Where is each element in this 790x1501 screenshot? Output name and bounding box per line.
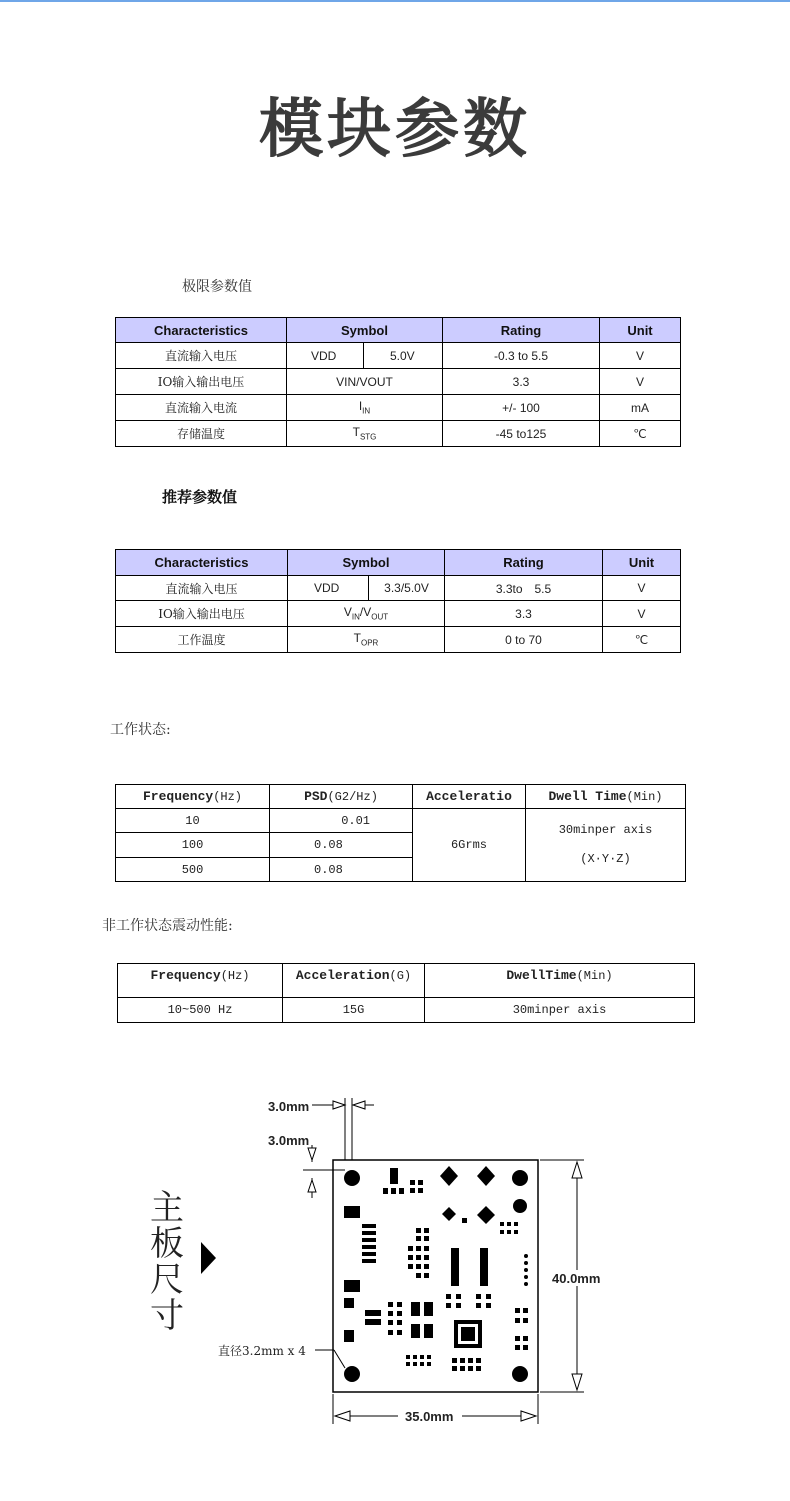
header-psd: PSD(G2/Hz) [270,785,413,809]
characteristic: 直流输入电压 [116,343,287,369]
header-dwell-time: Dwell Time(Min) [526,785,686,809]
limits-label: 极限参数值 [182,279,252,295]
hole-diameter-label: 直径3.2mm x 4 [218,1344,306,1358]
rating: -45 to125 [443,421,600,447]
pointer-arrow-icon [201,1242,216,1274]
symbol-value: 3.3/5.0V [369,576,445,601]
frequency: 100 [116,833,270,858]
header-acceleration: Acceleratio [413,785,526,809]
unit: ℃ [600,421,681,447]
header-symbol: Symbol [288,550,445,576]
header-characteristics: Characteristics [116,550,288,576]
header-rating: Rating [443,318,600,343]
board-outline [333,1160,538,1392]
symbol: $I_{IN}$ [287,395,443,421]
psd: 0.01 [270,809,413,833]
symbol-value: 5.0V [364,343,443,369]
acceleration: 15G [283,998,425,1023]
mounting-hole [512,1366,528,1382]
frequency: 500 [116,858,270,882]
header-unit: Unit [600,318,681,343]
psd: 0.08 [270,858,413,882]
non-working-table [117,963,695,1023]
limits-table [115,317,681,447]
frequency: 10~500 Hz [118,998,283,1023]
arrow-left-icon [335,1411,350,1421]
recommended-table [115,549,681,653]
header-frequency: Frequency(Hz) [118,964,283,998]
symbol: $V_{IN}/V_{OUT}$ [288,601,445,627]
arrow-up-icon [572,1162,582,1178]
rating: 3.3 [443,369,600,395]
header-rating: Rating [445,550,603,576]
unit: V [600,343,681,369]
recommended-label: 推荐参数值 [162,488,238,506]
table-row [116,809,686,833]
working-table [115,784,686,882]
arrow-down-icon [572,1374,582,1390]
characteristic: 直流输入电流 [116,395,287,421]
symbol: VDD [287,343,364,369]
page-title: 模块参数 [259,93,531,167]
psd: 0.08 [270,833,413,858]
board-diagram [0,1080,790,1440]
top-offset-label: 3.0mm [268,1099,310,1114]
table-row [116,627,681,653]
characteristic: 存储温度 [116,421,287,447]
rating: +/- 100 [443,395,600,421]
working-label: 工作状态: [110,722,171,738]
arrow-left-icon [353,1101,365,1109]
rating: 3.3to 5.5 [445,576,603,601]
arrow-down-icon [308,1148,316,1160]
height-label: 40.0mm [552,1271,601,1286]
header-acceleration: Acceleration(G) [283,964,425,998]
acceleration: 6Grms [413,809,526,882]
arrow-right-icon [521,1411,536,1421]
unit: V [600,369,681,395]
mounting-hole [344,1170,360,1186]
mounting-hole [344,1366,360,1382]
dwell-time: 30minper axis [425,998,695,1023]
board-size-title: 主板尺寸 [150,1188,184,1336]
table-row [116,369,681,395]
symbol: VIN/VOUT [287,369,443,395]
symbol: $T_{STG}$ [287,421,443,447]
characteristic: 工作温度 [116,627,288,653]
top-divider [0,0,790,2]
rating: 3.3 [445,601,603,627]
table-row [116,576,681,601]
dwell-time: 30minper axis (X·Y·Z) [526,809,686,882]
arrow-right-icon [333,1101,345,1109]
characteristic: 直流输入电压 [116,576,288,601]
table-row [118,998,695,1023]
header-symbol: Symbol [287,318,443,343]
characteristic: IO输入输出电压 [116,601,288,627]
arrow-up-icon [308,1180,316,1192]
mounting-hole [512,1170,528,1186]
table-row [116,601,681,627]
unit: V [603,601,681,627]
frequency: 10 [116,809,270,833]
qfn-chip [454,1320,482,1348]
table-row [116,343,681,369]
symbol: $T_{OPR}$ [288,627,445,653]
width-label: 35.0mm [405,1409,454,1424]
symbol: VDD [288,576,369,601]
non-working-label: 非工作状态震动性能: [102,918,233,934]
header-dwell-time: DwellTime(Min) [425,964,695,998]
unit: V [603,576,681,601]
unit: mA [600,395,681,421]
rating: 0 to 70 [445,627,603,653]
rating: -0.3 to 5.5 [443,343,600,369]
side-offset-label: 3.0mm [268,1133,310,1148]
characteristic: IO输入输出电压 [116,369,287,395]
header-frequency: Frequency(Hz) [116,785,270,809]
table-row [116,395,681,421]
table-row [116,421,681,447]
unit: ℃ [603,627,681,653]
header-characteristics: Characteristics [116,318,287,343]
header-unit: Unit [603,550,681,576]
